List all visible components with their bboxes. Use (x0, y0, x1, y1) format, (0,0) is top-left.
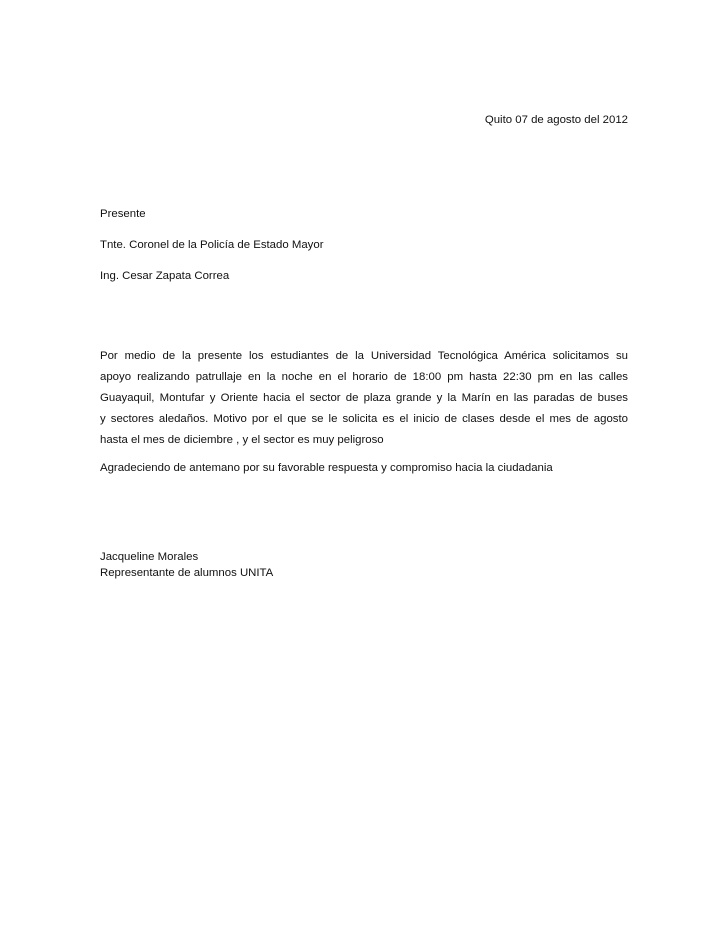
recipient-rank: Tnte. Coronel de la Policía de Estado Mayor (100, 239, 324, 251)
body-line: hasta el mes de diciembre , y el sector es muy peligroso (100, 434, 384, 446)
signature-block (100, 549, 273, 581)
letter-body-paragraph (100, 346, 628, 451)
body-line: y sectores aledaños. Motivo por el que se le solicita es el inicio de clases desde el mes de agosto (100, 413, 628, 425)
body-line: Por medio de la presente los estudiantes de la Universidad Tecnológica América solicitamos su (100, 350, 628, 362)
signature-name: Jacqueline Morales (100, 551, 199, 563)
recipient-salutation: Presente (100, 208, 146, 220)
recipient-name: Ing. Cesar Zapata Correa (100, 270, 230, 282)
letter-closing: Agradeciendo de antemano por su favorable respuesta y compromiso hacia la ciudadania (100, 462, 553, 474)
body-line: apoyo realizando patrullaje en la noche en el horario de 18:00 pm hasta 22:30 pm en las calles (100, 371, 628, 383)
signature-title: Representante de alumnos UNITA (100, 567, 274, 579)
body-line: Guayaquil, Montufar y Oriente hacia el sector de plaza grande y la Marín en las paradas de buses (100, 392, 628, 404)
letter-date: Quito 07 de agosto del 2012 (484, 114, 628, 126)
